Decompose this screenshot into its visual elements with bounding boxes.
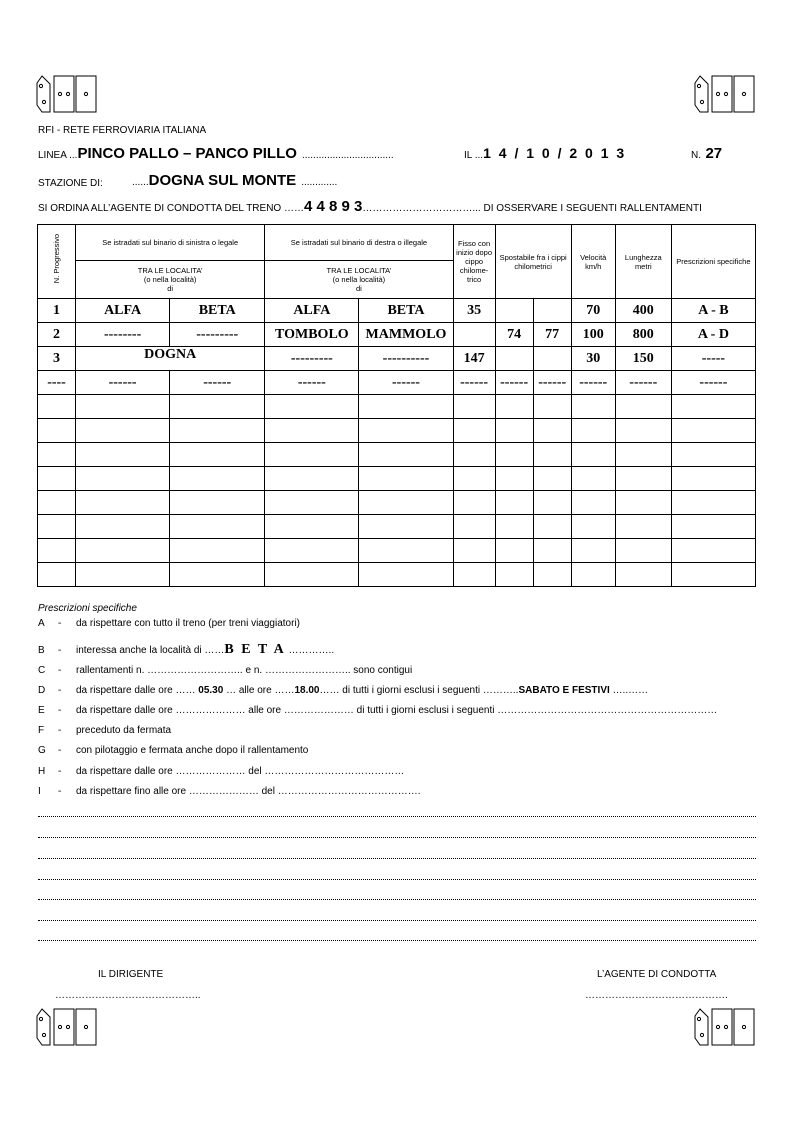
date-line: [464, 145, 626, 163]
linea-label: LINEA ...: [38, 150, 78, 161]
dirigente-signature-line[interactable]: ……………………………………..: [55, 990, 201, 1001]
table-row-empty[interactable]: [38, 443, 756, 467]
header-progressivo: N. Progressivo: [38, 225, 76, 299]
header-velocita: Velocità km/h: [571, 225, 615, 299]
ordina-line: [38, 198, 702, 216]
header-sinistra-tra: TRA LE LOCALITA’ (o nella località) di: [76, 261, 265, 299]
corner-mark-bottom-right: [694, 1008, 756, 1046]
table-row: 1 ALFA BETA ALFA BETA 35 70 400 A - B: [38, 299, 756, 323]
prescrizione-h: H - da rispettare dalle ore ………………… del ……………………………………: [38, 766, 405, 777]
note-line[interactable]: [38, 920, 756, 921]
table-row-empty[interactable]: [38, 395, 756, 419]
il-label: IL ...: [464, 150, 484, 161]
linea-value: PINCO PALLO – PANCO PILLO: [77, 145, 297, 162]
header-destra: Se istradati sul binario di destra o illegale: [265, 225, 453, 261]
header-lunghezza: Lunghezza metri: [615, 225, 671, 299]
agente-signature-line[interactable]: …………………………………….: [585, 990, 728, 1001]
stazione-value: DOGNA SUL MONTE: [148, 172, 297, 189]
date-value: 1 4 / 1 0 / 2 0 1 3: [483, 145, 627, 161]
header-spostabile: Spostabile fra i cippi chilometrici: [495, 225, 571, 299]
treno-value: 4 4 8 9 3: [303, 198, 363, 215]
stazione-label: STAZIONE DI:: [38, 178, 103, 189]
table-row-empty[interactable]: [38, 563, 756, 587]
prescrizione-a: A - da rispettare con tutto il treno (per treni viaggiatori): [38, 618, 300, 629]
stazione-prefix: ......: [132, 177, 149, 188]
agente-label: L’AGENTE DI CONDOTTA: [597, 969, 717, 980]
prescrizione-c: C - rallentamenti n. ……………………….. e n. …………………….. sono contigui: [38, 665, 413, 676]
n-value: 27: [705, 145, 723, 162]
note-line[interactable]: [38, 899, 756, 900]
prescrizione-f: F - preceduto da fermata: [38, 725, 172, 736]
prescrizione-d: D - da rispettare dalle ore …… 05.30 … alle ore ……18.00…… di tutti i giorni esclusi i seguenti ………..SABATO E FESTIVI …..……: [38, 685, 649, 696]
header-sinistra: Se istradati sul binario di sinistra o legale: [76, 225, 265, 261]
header-prescrizioni: Prescrizioni specifiche: [671, 225, 755, 299]
stazione-line: [132, 172, 337, 190]
note-line[interactable]: [38, 837, 756, 838]
table-row-empty[interactable]: [38, 467, 756, 491]
linea-line: [38, 145, 394, 163]
rallentamenti-table: [37, 224, 756, 587]
prescrizioni-title: Prescrizioni specifiche: [38, 603, 137, 614]
table-row-empty[interactable]: [38, 491, 756, 515]
table-row-empty[interactable]: [38, 539, 756, 563]
prescrizione-e: E - da rispettare dalle ore ………………… alle ore ………………… di tutti i giorni esclusi i seguenti …………………………………………………………: [38, 705, 718, 716]
corner-mark-top-right: [694, 75, 756, 113]
prescrizione-b: B - interessa anche la località di ……B E T A …………..: [38, 642, 335, 657]
dirigente-label: IL DIRIGENTE: [98, 969, 164, 980]
header-fisso: Fisso con inizio dopo cippo chilome-trico: [453, 225, 495, 299]
number-line: [691, 145, 722, 163]
table-row-empty[interactable]: [38, 419, 756, 443]
table-row: ---- ------ ------ ------ ------ ------ ------ ------ ------ ------ ------: [38, 371, 756, 395]
note-line[interactable]: [38, 879, 756, 880]
linea-dots: .................................: [301, 150, 394, 161]
corner-mark-bottom-left: [36, 1008, 98, 1046]
ordina-prefix: SI ORDINA ALL’AGENTE DI CONDOTTA DEL TRENO ……: [38, 203, 304, 214]
n-label: N.: [691, 150, 701, 161]
table-row: 3 DOGNA --------- ---------- 147 30 150 -----: [38, 347, 756, 371]
localita-value: B E T A: [224, 642, 286, 657]
prescrizione-i: I - da rispettare fino alle ore ………………… del …………………………………….: [38, 786, 421, 797]
org-name: RFI - RETE FERROVIARIA ITALIANA: [38, 125, 207, 136]
corner-mark-top-left: [36, 75, 98, 113]
ordina-suffix: ……………………………... DI OSSERVARE I SEGUENTI RALLENTAMENTI: [362, 203, 702, 214]
note-line[interactable]: [38, 858, 756, 859]
table-row-empty[interactable]: [38, 515, 756, 539]
table-row: 2 -------- --------- TOMBOLO MAMMOLO 74 77 100 800 A - D: [38, 323, 756, 347]
note-line[interactable]: [38, 940, 756, 941]
header-destra-tra: TRA LE LOCALITA’ (o nella località) di: [265, 261, 453, 299]
stazione-dots: .............: [301, 177, 338, 188]
prescrizione-g: G - con pilotaggio e fermata anche dopo il rallentamento: [38, 745, 309, 756]
note-line[interactable]: [38, 816, 756, 817]
